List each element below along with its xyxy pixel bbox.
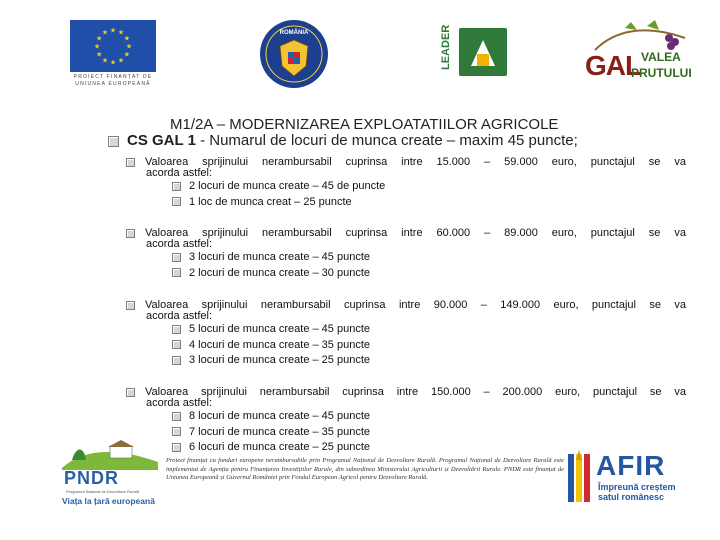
sub-item: 7 locuri de munca create – 35 puncte — [172, 425, 686, 441]
leader-logo — [437, 22, 511, 82]
bullet-icon — [172, 412, 181, 421]
bullet-icon — [172, 268, 181, 277]
bullet-icon — [126, 229, 135, 238]
sub-list — [126, 250, 686, 281]
afir-slogan-line2: satul românesc — [598, 492, 665, 502]
eu-star: ★ — [123, 35, 130, 43]
page-title: M1/2A – MODERNIZAREA EXPLOATATIILOR AGRICOLE — [170, 116, 559, 133]
eu-star: ★ — [125, 43, 133, 51]
gal-name-line1: VALEA — [641, 50, 681, 64]
bullet-icon — [126, 388, 135, 397]
sub-item: 3 locuri de munca create – 25 puncte — [172, 353, 686, 369]
eu-flag-logo — [70, 20, 156, 72]
afir-name: AFIR — [596, 450, 666, 481]
criteria-head-text: Valoarea sprijinului nerambursabil cuprinsa intre 150.000 – 200.000 euro, punctajul se va — [145, 386, 686, 398]
bullet-icon — [172, 356, 181, 365]
gal-name-line2: PRUTULUI — [631, 66, 692, 80]
criteria-cont-text: acorda astfel: — [146, 310, 213, 322]
bullet-icon — [172, 427, 181, 436]
sub-item: 2 locuri de munca create – 30 puncte — [172, 266, 686, 282]
sub-list — [126, 322, 686, 369]
pndr-name: PNDR — [64, 468, 120, 488]
afir-slogan-line1: Împreună creștem — [598, 482, 676, 492]
bullet-icon — [172, 443, 181, 452]
sub-item: 2 locuri de munca create – 45 de puncte — [172, 179, 686, 195]
pndr-subtitle: Programul Național de Dezvoltare Rurală — [66, 489, 139, 494]
pndr-slogan: Viața la țară europeană — [62, 496, 155, 506]
criteria-cont-text: acorda astfel: — [146, 397, 213, 409]
subtitle — [108, 132, 578, 149]
eu-star: ★ — [117, 57, 125, 65]
bullet-icon — [172, 325, 181, 334]
bullet-icon — [108, 136, 119, 147]
sub-list — [126, 179, 686, 210]
bullet-icon — [172, 182, 181, 191]
sub-item: 3 locuri de munca create – 45 puncte — [172, 250, 686, 266]
eu-star: ★ — [96, 51, 103, 59]
footnote: Proiect finanțat cu fonduri europene nerambursabile prin Programul Național de Dezvoltare Rurală. Programul Național de Dezvoltare Rurală este implementat de Agenția pentru Finanțarea Investițiilor Rurale, din subordinea Ministerului Agriculturii și Dezvoltării Rurale. PNDR este finanțat de Uniunea Europeană și Guvernul României prin Fondul European Agricol pentru Dezvoltare Rurală. — [166, 457, 564, 482]
subtitle-label: CS GAL 1 — [127, 132, 196, 149]
eu-star: ★ — [93, 43, 101, 51]
bullet-icon — [172, 340, 181, 349]
criteria-item-3 — [126, 300, 686, 369]
criteria-head-text: Valoarea sprijinului nerambursabil cuprinsa intre 15.000 – 59.000 euro, punctajul se va — [145, 156, 686, 168]
eu-caption-line1: PROIECT FINANȚAT DE — [73, 74, 153, 80]
criteria-cont-text: acorda astfel: — [146, 167, 213, 179]
romania-crest-logo — [258, 18, 330, 90]
criteria-cont-text: acorda astfel: — [146, 238, 213, 250]
sub-item: 5 locuri de munca create – 45 puncte — [172, 322, 686, 338]
eu-caption — [70, 74, 156, 88]
bullet-icon — [172, 253, 181, 262]
gal-mark: GAL — [585, 50, 642, 81]
eu-stars-icon — [70, 20, 156, 72]
criteria-head-text: Valoarea sprijinului nerambursabil cuprinsa intre 90.000 – 149.000 euro, punctajul se va — [145, 299, 686, 311]
eu-star: ★ — [101, 29, 109, 37]
sub-item: 4 locuri de munca create – 35 puncte — [172, 338, 686, 354]
criteria-item-2 — [126, 228, 686, 281]
bullet-icon — [172, 197, 181, 206]
eu-star: ★ — [101, 57, 109, 65]
romania-crest-text: ROMÂNIA — [279, 30, 309, 36]
sub-item: 6 locuri de munca create – 25 puncte — [172, 440, 686, 456]
sub-item: 1 loc de munca creat – 25 puncte — [172, 195, 686, 211]
eu-caption-line2: UNIUNEA EUROPEANĂ — [75, 81, 151, 87]
bullet-icon — [126, 301, 135, 310]
pndr-logo — [62, 440, 158, 510]
criteria-item-1 — [126, 157, 686, 210]
countryside-icon — [62, 440, 158, 470]
afir-logo — [566, 446, 676, 506]
subtitle-text: - Numarul de locuri de munca create – maxim 45 puncte; — [195, 132, 578, 149]
eu-star: ★ — [96, 35, 103, 43]
eu-star: ★ — [109, 59, 117, 67]
eu-star: ★ — [109, 27, 117, 35]
sub-item: 8 locuri de munca create – 45 puncte — [172, 409, 686, 425]
eu-star: ★ — [123, 51, 130, 59]
wheat-flag-icon — [566, 450, 594, 506]
bullet-icon — [126, 158, 135, 167]
criteria-head-text: Valoarea sprijinului nerambursabil cuprinsa intre 60.000 – 89.000 euro, punctajul se va — [145, 227, 686, 239]
leader-text: LEADER — [440, 24, 452, 70]
eu-star: ★ — [117, 29, 125, 37]
gal-valea-prutului-logo — [585, 20, 697, 92]
